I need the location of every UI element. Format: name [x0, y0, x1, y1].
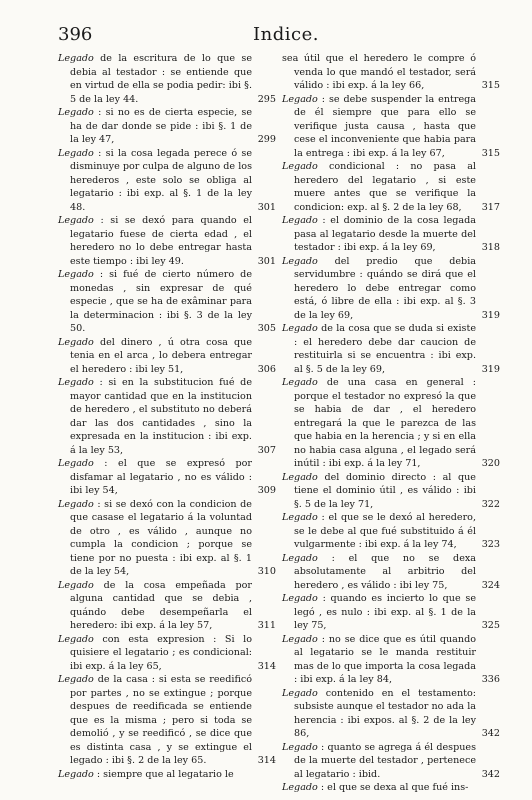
- entry-page-number: 309: [257, 485, 276, 496]
- entry-heading: Legado: [282, 471, 318, 483]
- index-entry: [282, 552, 500, 593]
- page-header: [58, 24, 488, 50]
- entry-page-number: 305: [257, 323, 276, 334]
- entry-page-number: 314: [257, 660, 276, 672]
- entry-page-number: 295: [257, 93, 276, 105]
- index-entry: [58, 498, 276, 579]
- entry-page-number: 319: [481, 363, 500, 375]
- entry-heading: Legado: [58, 53, 94, 64]
- entry-text: : el que se expresó por disfamar al legatario , no es válido : ibi ley 54,: [70, 458, 252, 496]
- entry-page-number: 322: [481, 498, 500, 510]
- index-entry: [282, 471, 500, 512]
- index-entry: [282, 511, 500, 552]
- entry-heading: Legado: [58, 498, 94, 510]
- entry-page-number: 315: [481, 147, 500, 159]
- entry-heading: Legado: [58, 674, 94, 685]
- entry-page-number: 301: [257, 201, 276, 213]
- entry-text: : si no es de cierta especie, se ha de dar donde se pide : ibi §. 1 de la ley 47,: [70, 107, 252, 145]
- right-column: [282, 52, 500, 795]
- entry-text: de la escritura de lo que se debia al testador : se entiende que en virtud de ella se podia pedir: ibi §. 5 de la ley 44.: [70, 53, 252, 105]
- entry-text: condicional : no pasa al heredero del legatario , si este muere antes que se verifique la condicion: exp. al §. 2 de la ley 68,: [294, 161, 476, 213]
- entry-heading: Legado: [282, 161, 318, 172]
- entry-text: : el que se le dexó al heredero, se le debe al que fué substituido á él vulgarmente : ibi exp. á la ley 74,: [294, 512, 476, 550]
- index-entry: [282, 160, 500, 214]
- entry-heading: Legado: [282, 552, 318, 564]
- entry-text: : el que no se dexa absolutamente al arbitrio del heredero , es válido : ibi ley 75,: [294, 552, 476, 591]
- entry-text: de una casa en general : porque el testador no expresó la que se habia de dar , el heredero entregará la que le parezca de las que habia en la herencia ; y si en ella no habia casa alguna , el legado será inútil : ibi exp. á la ley 71,: [294, 377, 476, 469]
- entry-text: : si fué de cierto número de monedas , sin expresar de qué especie , que se ha de exâminar para la determinacion : ibi §. 3 de la ley 50.: [70, 269, 252, 334]
- entry-heading: Legado: [282, 377, 318, 388]
- entry-page-number: 318: [481, 242, 500, 253]
- index-entry: [282, 214, 500, 255]
- entry-heading: Legado: [282, 741, 318, 753]
- entry-page-number: 307: [257, 444, 276, 456]
- entry-text: : no se dice que es útil quando al legatario se le manda restituir mas de lo que importa la cosa legada : ibi exp. á la ley 84,: [294, 633, 476, 685]
- index-entry: [58, 106, 276, 147]
- entry-page-number: 317: [481, 201, 500, 213]
- entry-text: contenido en el testamento: subsiste aunque el testador no ada la herencia : ibi expos. al §. 2 de la ley 86,: [294, 687, 476, 739]
- index-entry: [58, 457, 276, 498]
- entry-text: : se debe suspender la entrega de él siempre que para ello se verifique justa causa , hasta que cese el inconveniente que habia para la entrega : ibi exp. á la ley 67,: [294, 93, 476, 159]
- entry-text: : siempre que al legatario le: [93, 768, 234, 780]
- entry-heading: Legado: [282, 593, 318, 604]
- entry-heading: Legado: [282, 215, 318, 226]
- index-entry: [282, 255, 500, 323]
- entry-text: : si en la substitucion fué de mayor cantidad que en la institucion de heredero , el substituto no deberá dar las dos cantidades , sino la expresada en la institucion : ibi exp. á la ley 53,: [70, 377, 252, 456]
- entry-heading: Legado: [282, 255, 318, 267]
- index-entry: [58, 579, 276, 633]
- index-entry: [58, 336, 276, 377]
- index-entry: [58, 768, 264, 782]
- entry-page-number: 336: [481, 674, 500, 685]
- entry-heading: Legado: [58, 768, 94, 780]
- entry-page-number: 306: [257, 363, 276, 375]
- entry-page-number: 342: [481, 768, 500, 780]
- entry-page-number: 315: [481, 80, 500, 91]
- entry-heading: Legado: [58, 579, 94, 591]
- entry-heading: Legado: [58, 147, 94, 159]
- entry-heading: Legado: [58, 633, 94, 645]
- index-entry: [282, 52, 500, 93]
- entry-text: : el que se dexa al que fué ins-: [317, 782, 469, 793]
- page-number: 396: [58, 24, 93, 45]
- entry-text: del predio que debia servidumbre : quándo se dirá que el heredero lo debe entregar como está, ó libre de ella : ibi exp. al §. 3 de la ley 69,: [294, 255, 476, 321]
- entry-page-number: 310: [257, 566, 276, 577]
- entry-text: : quando es incierto lo que se legó , es nulo : ibi exp. al §. 1 de la ley 75,: [294, 593, 476, 631]
- index-entry: [58, 673, 276, 768]
- entry-text: sea útil que el heredero le compre ó venda lo que mandó el testador, será válido : ibi exp. á la ley 66,: [282, 53, 476, 91]
- entry-heading: Legado: [282, 687, 318, 699]
- entry-text: : quanto se agrega á él despues de la muerte del testador , pertenece al legatario : ibid.: [294, 741, 476, 780]
- index-entry: [58, 214, 276, 268]
- index-entry: [58, 268, 276, 336]
- entry-page-number: 342: [481, 728, 500, 739]
- entry-heading: Legado: [58, 269, 94, 280]
- entry-page-number: 320: [481, 458, 500, 469]
- entry-heading: Legado: [282, 93, 318, 105]
- entry-text: con esta expresion : Si lo quisiere el legatario ; es condicional: ibi exp. á la ley 65,: [70, 633, 252, 672]
- entry-page-number: 301: [257, 255, 276, 267]
- entry-text: del dominio directo : al que tiene el dominio útil , es válido : ibi §. 5 de la ley 71,: [294, 471, 476, 510]
- entry-heading: Legado: [58, 377, 94, 388]
- index-entry: [58, 376, 276, 457]
- entry-page-number: 299: [257, 134, 276, 145]
- entry-heading: Legado: [58, 336, 94, 348]
- index-entry: [282, 633, 500, 687]
- index-entry: [58, 147, 276, 215]
- entry-heading: Legado: [58, 458, 94, 469]
- entry-text: : si la cosa legada perece ó se disminuye por culpa de alguno de los herederos , este solo se obliga al legatario : ibi exp. al §. 1 de la ley 48.: [70, 147, 252, 213]
- index-entry: [282, 741, 500, 782]
- left-column: [58, 52, 276, 781]
- index-entry: [282, 592, 500, 633]
- entry-heading: Legado: [282, 512, 318, 523]
- index-entry: [282, 93, 500, 161]
- index-entry: [282, 376, 500, 471]
- index-columns: [58, 52, 500, 793]
- entry-text: de la casa : si esta se reedificó por partes , no se extingue ; porque despues de reedificada se entiende que es la misma ; pero si toda se demolió , y se reedificó , se dice que es distinta casa , y se extingue el legado : ibi §. 2 de la ley 65.: [70, 674, 252, 766]
- entry-text: del dinero , ú otra cosa que tenia en el arca , lo debera entregar el heredero : ibi ley 51,: [70, 336, 252, 375]
- entry-page-number: 314: [257, 755, 276, 766]
- index-entry: [58, 52, 276, 106]
- running-title: Indice.: [253, 24, 319, 45]
- entry-text: : el dominio de la cosa legada pasa al legatario desde la muerte del testador : ibi exp. á la ley 69,: [294, 215, 476, 253]
- entry-page-number: 323: [481, 539, 500, 550]
- entry-text: : si se dexó con la condicion de que casase el legatario á la voluntad de otro , es válido , aunque no cumpla la condicion ; porque se tiene por no puesta : ibi exp. al §. 1 de la ley 54,: [70, 498, 252, 577]
- entry-text: de la cosa empeñada por alguna cantidad que se debia , quándo debe desempeñarla el heredero: ibi exp. á la ley 57,: [70, 579, 252, 631]
- entry-heading: Legado: [282, 323, 318, 334]
- entry-text: de la cosa que se duda si existe : el heredero debe dar caucion de restituirla si se encuentra : ibi exp. al §. 5 de la ley 69,: [294, 323, 476, 375]
- entry-page-number: 325: [481, 620, 500, 631]
- entry-heading: Legado: [282, 782, 318, 793]
- entry-heading: Legado: [58, 215, 94, 226]
- entry-text: : si se dexó para quando el legatario fuese de cierta edad , el heredero no lo debe entregar hasta este tiempo : ibi ley 49.: [70, 215, 252, 267]
- index-entry: [282, 687, 500, 741]
- entry-page-number: 319: [481, 309, 500, 321]
- entry-page-number: 311: [257, 620, 276, 631]
- entry-heading: Legado: [58, 107, 94, 118]
- index-entry: [282, 322, 500, 376]
- index-entry: [58, 633, 276, 674]
- entry-page-number: 324: [481, 579, 500, 591]
- index-entry: [282, 781, 488, 795]
- entry-heading: Legado: [282, 633, 318, 645]
